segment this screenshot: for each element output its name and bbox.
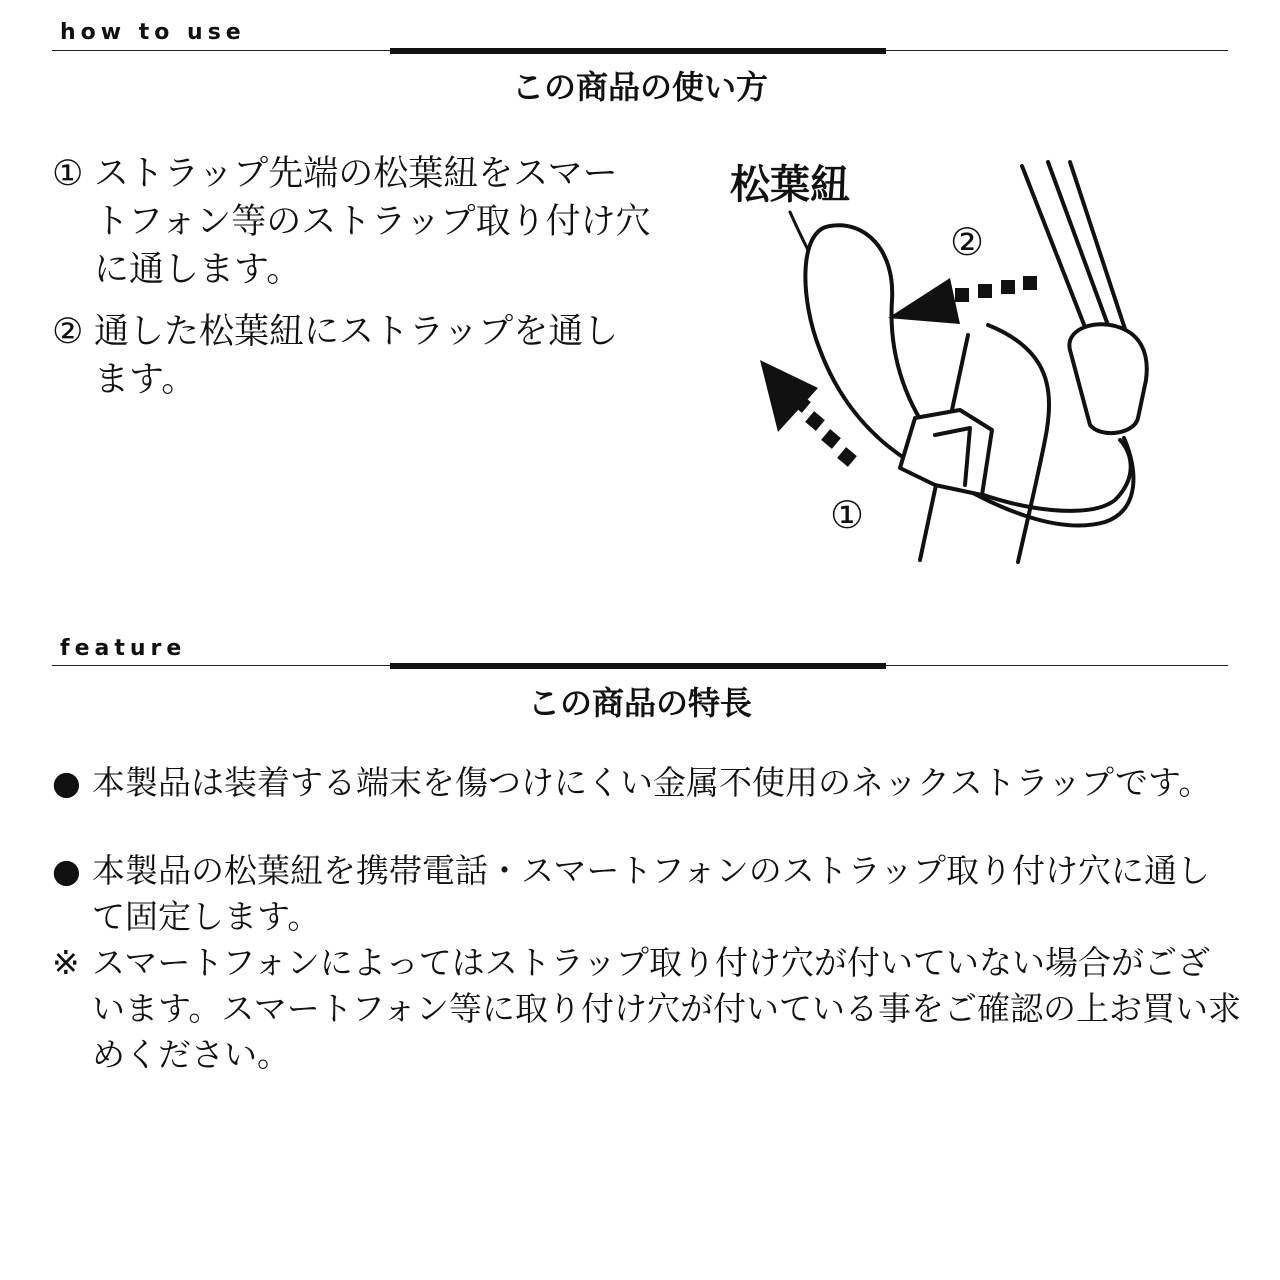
bullet-icon: ● [52,763,81,802]
strap-attachment-diagram [720,150,1200,580]
arrow-dash [955,288,969,302]
section-label-feature: feature [60,636,187,661]
label-leader-line [790,212,808,250]
arrow-dash [978,284,992,298]
step-list [52,150,652,418]
note-text: スマートフォンによってはストラップ取り付け穴が付いていない場合がございます。スマートフォン等に取り付け穴が付いている事をご確認の上お買い求めください。 [92,943,1242,1074]
feature-list [52,760,1242,1078]
strap-hole [900,410,992,495]
feature-item [52,760,1242,806]
phone-edge-right [988,325,1049,562]
arrow-dash [821,429,841,449]
feature-item [52,848,1242,940]
divider-accent [390,48,886,54]
step-item [52,308,652,404]
step-item [52,150,652,294]
note-item [52,940,1242,1078]
cord-label: 松葉紐 [730,162,850,208]
arrow-dash [837,447,857,467]
arrow-2-label: ② [950,220,985,264]
section-label-how-to-use: how to use [60,20,246,45]
step-number: ① [52,154,84,194]
arrow-1-label: ① [830,493,865,537]
strap-tip-cap [1069,324,1146,433]
arrow-dash [805,411,825,431]
arrow-dash [1023,276,1037,290]
step-text: ストラップ先端の松葉紐をスマートフォン等のストラップ取り付け穴に通します。 [94,154,651,290]
divider-accent [390,663,886,669]
feature-text: 本製品の松葉紐を携帯電話・スマートフォンのストラップ取り付け穴に通して固定します。 [92,851,1211,936]
step-text: 通した松葉紐にストラップを通します。 [94,312,619,400]
arrow-2-head [888,278,960,324]
bullet-icon: ● [52,851,81,890]
note-mark: ※ [52,943,80,982]
section-title-feature: この商品の特長 [527,684,752,722]
section-title-how-to-use: この商品の使い方 [511,68,768,106]
feature-text: 本製品は装着する端末を傷つけにくい金属不使用のネックストラップです。 [92,763,1212,802]
cord-loop-inner [830,225,935,440]
arrow-dash [1001,280,1015,294]
step-number: ② [52,312,84,352]
